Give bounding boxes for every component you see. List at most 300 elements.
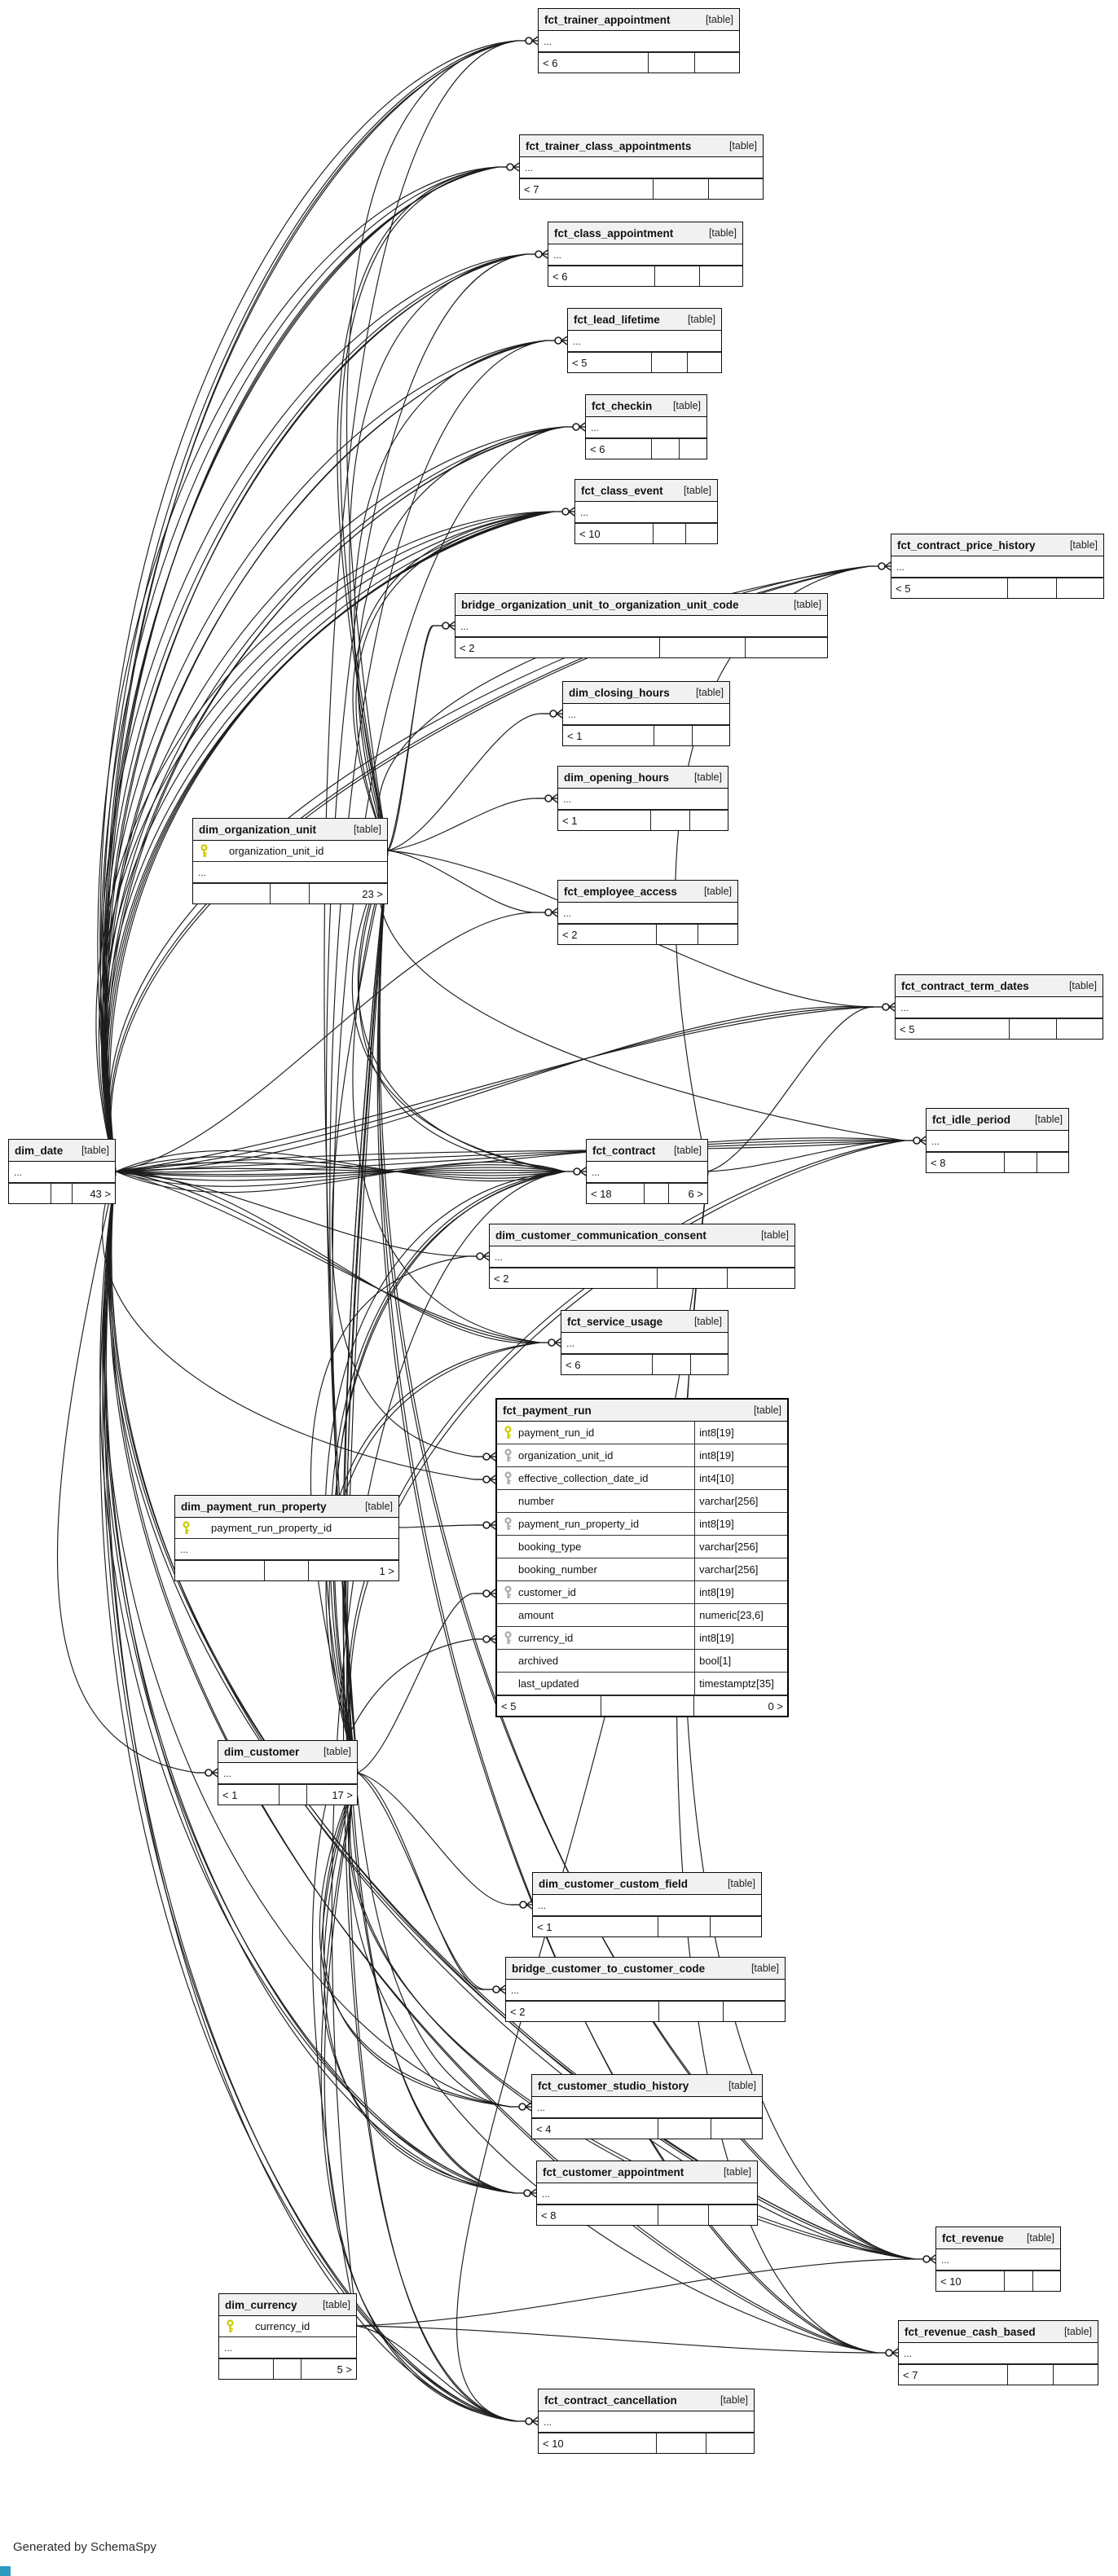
primary-key-row: [175, 1518, 398, 1539]
spacer-cell: [651, 811, 690, 830]
table-title[interactable]: [548, 222, 742, 244]
collapsed-columns-row: [558, 789, 728, 810]
spacer-cell: [654, 179, 710, 199]
outgoing-degree-cell: 17 >: [332, 1788, 353, 1801]
relationship-edge: [116, 1007, 874, 1172]
column-type: int8[19]: [694, 1513, 787, 1535]
incoming-degree-cell: < 8: [927, 1153, 1005, 1172]
relationship-edge: [116, 1141, 905, 1172]
column-name: last_updated: [518, 1677, 579, 1690]
column-row: [497, 1558, 787, 1581]
degree-footer-row: [506, 2001, 785, 2021]
table-type-badge: [table]: [693, 1316, 722, 1327]
incoming-degree-cell: < 1: [558, 811, 651, 830]
relationship-edge: [399, 1525, 474, 1528]
spacer-cell: [654, 726, 693, 745]
table-name[interactable]: fct_service_usage: [567, 1315, 663, 1328]
table-name[interactable]: fct_class_appointment: [554, 226, 674, 240]
outgoing-degree-cell: [711, 1917, 761, 1936]
degree-footer-row: [896, 1018, 1103, 1039]
table-title[interactable]: [9, 1140, 115, 1162]
column-type: int8[19]: [694, 1422, 787, 1444]
relationship-edge: [357, 2259, 914, 2326]
incoming-degree-cell: < 6: [548, 266, 655, 286]
table-title[interactable]: [520, 135, 763, 157]
crowfoot-connector: [565, 1167, 586, 1176]
ellipsis-text: ...: [904, 2347, 913, 2359]
degree-footer-row: [568, 352, 721, 372]
spacer-cell: [1005, 2271, 1033, 2291]
spacer-cell: [654, 524, 686, 543]
foreign-key-icon: [504, 1517, 513, 1531]
relationship-edge: [357, 2326, 517, 2421]
crowfoot-connector: [877, 2349, 898, 2357]
table-node-fct_lead_lifetime[interactable]: [567, 308, 722, 373]
outgoing-degree-cell: [686, 524, 717, 543]
table-name[interactable]: fct_contract_term_dates: [901, 979, 1029, 992]
column-type: int8[19]: [694, 1444, 787, 1466]
table-title[interactable]: [561, 1311, 728, 1333]
table-name[interactable]: fct_revenue_cash_based: [905, 2325, 1036, 2338]
foreign-key-icon: [504, 1585, 513, 1599]
table-title[interactable]: [497, 1400, 787, 1422]
table-name[interactable]: fct_trainer_class_appointments: [526, 139, 692, 152]
table-title[interactable]: [532, 2075, 762, 2097]
relationship-edge: [357, 2326, 877, 2353]
foreign-key-icon: [504, 1448, 513, 1462]
table-node-fct_revenue[interactable]: [935, 2227, 1061, 2292]
table-title[interactable]: [587, 1140, 707, 1162]
relationship-edge: [106, 167, 498, 1172]
table-node-fct_idle_period[interactable]: [926, 1108, 1069, 1173]
outgoing-degree-cell: [706, 2433, 754, 2453]
crowfoot-connector: [517, 2417, 538, 2425]
incoming-degree-cell: < 2: [456, 638, 660, 657]
outgoing-degree-cell: 6 >: [688, 1187, 703, 1200]
collapsed-columns-row: [586, 417, 706, 438]
incoming-degree-cell: [193, 884, 271, 903]
ellipsis-text: ...: [538, 1899, 547, 1911]
ellipsis-text: ...: [180, 1543, 189, 1555]
table-name[interactable]: dim_customer: [224, 1745, 300, 1758]
spacer-cell: [655, 266, 700, 286]
crowfoot-connector: [914, 2255, 935, 2263]
incoming-degree-cell: [175, 1561, 265, 1580]
relationship-edge: [346, 851, 520, 2421]
column-row: [497, 1444, 787, 1467]
table-title[interactable]: [927, 1109, 1068, 1131]
ellipsis-text: ...: [223, 1767, 232, 1779]
degree-footer-row: [532, 2118, 762, 2139]
spacer-cell: [653, 1355, 691, 1374]
table-type-badge: [table]: [1063, 2326, 1092, 2337]
table-name[interactable]: dim_customer_custom_field: [539, 1877, 689, 1890]
column-type: varchar[256]: [694, 1490, 787, 1512]
column-row: [497, 1581, 787, 1604]
table-title[interactable]: [891, 534, 1103, 556]
table-name[interactable]: fct_trainer_appointment: [544, 13, 671, 26]
table-title[interactable]: [899, 2321, 1098, 2343]
ellipsis-text: ...: [224, 2341, 233, 2354]
table-node-dim_closing_hours[interactable]: [562, 681, 730, 746]
crowfoot-connector: [474, 1475, 495, 1484]
table-type-badge: [table]: [353, 824, 381, 835]
column-name: organization_unit_id: [518, 1449, 614, 1462]
spacer-cell: [1008, 578, 1057, 598]
relationship-edge: [358, 1773, 484, 1989]
degree-footer-row: [539, 2433, 754, 2453]
table-node-dim_organization_unit[interactable]: [192, 818, 388, 904]
table-name[interactable]: bridge_organization_unit_to_organization_unit_code: [461, 598, 739, 611]
crowfoot-connector: [474, 1453, 495, 1461]
incoming-degree-cell: < 7: [899, 2365, 1008, 2385]
collapsed-columns-row: [558, 903, 737, 924]
crowfoot-connector: [526, 250, 548, 258]
relationship-edge: [100, 254, 526, 1172]
crowfoot-connector: [434, 622, 455, 630]
spacer-cell: [645, 1184, 669, 1203]
table-type-badge: [table]: [750, 1963, 779, 1974]
spacer-cell: [652, 353, 687, 372]
table-title[interactable]: [456, 594, 827, 616]
table-name[interactable]: bridge_customer_to_customer_code: [512, 1962, 706, 1975]
collapsed-columns-row: [539, 31, 739, 52]
table-type-badge: [table]: [673, 1145, 702, 1156]
table-node-fct_customer_studio_history[interactable]: [531, 2074, 763, 2139]
relationship-edge: [106, 427, 564, 1172]
collapsed-columns-row: [219, 2337, 356, 2358]
collapsed-columns-row: [456, 616, 827, 637]
ellipsis-text: ...: [580, 506, 589, 518]
spacer-cell: [265, 1561, 310, 1580]
table-name[interactable]: dim_organization_unit: [199, 823, 317, 836]
collapsed-columns-row: [927, 1131, 1068, 1152]
ellipsis-text: ...: [495, 1251, 504, 1263]
column-row: [497, 1673, 787, 1695]
column-name: booking_number: [518, 1563, 597, 1576]
table-title[interactable]: [563, 682, 729, 704]
degree-footer-row: [586, 438, 706, 459]
table-title[interactable]: [533, 1873, 761, 1895]
ellipsis-text: ...: [566, 1337, 575, 1349]
incoming-degree-cell: < 7: [520, 179, 654, 199]
table-title[interactable]: [218, 1741, 357, 1763]
table-title[interactable]: [575, 480, 717, 502]
crowfoot-connector: [510, 2103, 531, 2111]
degree-footer-row: [936, 2270, 1060, 2291]
table-name[interactable]: fct_contract_price_history: [897, 538, 1036, 552]
incoming-degree-cell: < 6: [561, 1355, 653, 1374]
table-node-dim_opening_hours[interactable]: [557, 766, 728, 831]
relationship-edge: [104, 427, 564, 1172]
table-node-fct_contract_price_history[interactable]: [891, 534, 1104, 599]
relationship-edge: [358, 1594, 474, 1773]
table-node-dim_currency[interactable]: [218, 2293, 357, 2380]
incoming-degree-cell: < 2: [490, 1268, 658, 1288]
table-title[interactable]: [490, 1224, 794, 1246]
crowfoot-connector: [869, 562, 891, 570]
crowfoot-connector: [468, 1252, 489, 1260]
table-name[interactable]: fct_customer_studio_history: [538, 2079, 689, 2092]
degree-footer-row: [520, 178, 763, 199]
table-title[interactable]: [936, 2227, 1060, 2249]
primary-key-icon: [200, 844, 209, 858]
primary-key-icon: [226, 2319, 235, 2333]
table-node-fct_contract[interactable]: [586, 1139, 708, 1204]
table-type-badge: [table]: [703, 886, 732, 897]
table-title[interactable]: [537, 2161, 757, 2183]
column-name: payment_run_id: [518, 1426, 595, 1439]
table-type-badge: [table]: [760, 1229, 789, 1241]
table-name[interactable]: fct_revenue: [942, 2231, 1004, 2244]
table-name[interactable]: fct_idle_period: [932, 1113, 1011, 1126]
table-type-badge: [table]: [81, 1145, 109, 1156]
relationship-edge: [101, 167, 498, 1172]
table-title[interactable]: [506, 1958, 785, 1980]
incoming-degree-cell: < 18: [587, 1184, 645, 1203]
degree-footer-row: [537, 2205, 757, 2225]
table-type-badge: [table]: [687, 314, 715, 325]
table-title[interactable]: [586, 395, 706, 417]
ellipsis-text: ...: [563, 793, 572, 805]
table-node-fct_service_usage[interactable]: [561, 1310, 728, 1375]
table-node-dim_customer[interactable]: [218, 1740, 358, 1805]
outgoing-degree-cell: [700, 266, 742, 286]
degree-footer-row: [533, 1916, 761, 1936]
outgoing-degree-cell: [1057, 1019, 1103, 1039]
ellipsis-text: ...: [573, 335, 582, 347]
outgoing-degree-cell: [698, 925, 737, 944]
incoming-degree-cell: [9, 1184, 51, 1203]
table-name[interactable]: dim_opening_hours: [564, 771, 670, 784]
table-name[interactable]: fct_contract_cancellation: [544, 2394, 677, 2407]
column-type: timestamptz[35]: [694, 1673, 787, 1695]
collapsed-columns-row: [9, 1162, 115, 1183]
crowfoot-connector: [474, 1635, 495, 1643]
column-row: [497, 1536, 787, 1558]
crowfoot-connector: [536, 794, 557, 802]
column-type: int8[19]: [694, 1627, 787, 1649]
crowfoot-connector: [498, 163, 519, 171]
table-title[interactable]: [219, 2294, 356, 2316]
column-name: organization_unit_id: [229, 845, 324, 857]
outgoing-degree-cell: [1037, 1153, 1068, 1172]
table-type-badge: [table]: [695, 687, 724, 698]
table-node-bridge_organization_unit_to_organization_unit_code[interactable]: [455, 593, 828, 658]
crowfoot-connector: [539, 1339, 561, 1347]
table-title[interactable]: [558, 881, 737, 903]
table-node-fct_revenue_cash_based[interactable]: [898, 2320, 1098, 2385]
column-name: customer_id: [518, 1586, 576, 1598]
table-name[interactable]: dim_customer_communication_consent: [495, 1229, 706, 1242]
page-corner-mark: [0, 2566, 11, 2576]
incoming-degree-cell: < 10: [575, 524, 654, 543]
degree-footer-row: [587, 1183, 707, 1203]
table-title[interactable]: [896, 975, 1103, 997]
degree-footer-row: [558, 810, 728, 830]
outgoing-degree-cell: [688, 353, 721, 372]
degree-footer-row: [891, 578, 1103, 598]
ellipsis-text: ...: [896, 560, 905, 573]
collapsed-columns-row: [563, 704, 729, 725]
relationship-edge: [116, 1006, 874, 1172]
crowfoot-connector: [541, 710, 562, 718]
outgoing-degree-cell: 23 >: [362, 887, 383, 900]
table-node-fct_trainer_appointment[interactable]: [538, 8, 740, 73]
table-title[interactable]: [539, 2389, 754, 2411]
outgoing-degree-cell: [690, 811, 728, 830]
table-node-fct_class_event[interactable]: [574, 479, 718, 544]
foreign-key-icon: [504, 1631, 513, 1645]
relationship-edge: [107, 254, 526, 1172]
primary-key-row: [193, 841, 387, 862]
outgoing-degree-cell: 5 >: [337, 2363, 352, 2376]
table-node-dim_payment_run_property[interactable]: [174, 1495, 399, 1581]
crowfoot-connector: [905, 1136, 926, 1145]
spacer-cell: [658, 2119, 711, 2139]
ellipsis-text: ...: [553, 248, 562, 261]
crowfoot-connector: [474, 1521, 495, 1529]
ellipsis-text: ...: [931, 1135, 940, 1147]
ellipsis-text: ...: [198, 866, 207, 878]
table-name[interactable]: dim_date: [15, 1144, 64, 1157]
relationship-edge: [116, 1141, 905, 1172]
collapsed-columns-row: [520, 157, 763, 178]
table-name[interactable]: fct_class_event: [581, 484, 663, 497]
ellipsis-text: ...: [900, 1001, 909, 1013]
outgoing-degree-cell: [693, 726, 729, 745]
relationship-edge: [116, 1172, 468, 1256]
degree-footer-row: [539, 52, 739, 73]
collapsed-columns-row: [891, 556, 1103, 578]
relationship-edge: [358, 1773, 511, 1905]
outgoing-degree-cell: [695, 53, 739, 73]
table-node-fct_customer_appointment[interactable]: [536, 2161, 758, 2226]
outgoing-degree-cell: [724, 2002, 785, 2021]
column-name: number: [518, 1495, 555, 1507]
table-type-badge: [table]: [708, 227, 737, 239]
table-name[interactable]: fct_employee_access: [564, 885, 677, 898]
degree-footer-row: [575, 523, 717, 543]
table-node-fct_employee_access[interactable]: [557, 880, 738, 945]
relationship-edge: [116, 1007, 874, 1172]
column-type: varchar[256]: [694, 1536, 787, 1558]
column-row: [497, 1467, 787, 1490]
incoming-degree-cell: < 5: [891, 578, 1008, 598]
table-node-fct_checkin[interactable]: [585, 394, 707, 459]
incoming-degree-cell: < 10: [539, 2433, 657, 2453]
table-node-dim_customer_communication_consent[interactable]: [489, 1224, 795, 1289]
table-type-badge: [table]: [1068, 980, 1097, 991]
ellipsis-text: ...: [563, 907, 572, 919]
crowfoot-connector: [515, 2189, 536, 2197]
ellipsis-text: ...: [460, 620, 469, 632]
crowfoot-connector: [484, 1985, 505, 1994]
incoming-degree-cell: < 4: [532, 2119, 658, 2139]
table-name[interactable]: dim_currency: [225, 2298, 297, 2311]
relationship-edge: [388, 798, 536, 851]
outgoing-degree-cell: [691, 1355, 728, 1374]
outgoing-degree-cell: [709, 179, 763, 199]
relationship-edge: [388, 851, 536, 912]
spacer-cell: [51, 1184, 73, 1203]
ellipsis-text: ...: [544, 35, 552, 47]
table-name[interactable]: fct_contract: [592, 1144, 656, 1157]
degree-footer-row: [563, 725, 729, 745]
table-type-badge: [table]: [693, 771, 722, 783]
table-type-badge: [table]: [727, 1878, 755, 1889]
incoming-degree-cell: < 6: [539, 53, 649, 73]
relationship-edge: [347, 41, 517, 851]
collapsed-columns-row: [533, 1895, 761, 1916]
spacer-cell: [649, 53, 695, 73]
crowfoot-connector: [536, 908, 557, 917]
relationship-edge: [349, 1773, 877, 2353]
table-node-fct_contract_cancellation[interactable]: [538, 2389, 755, 2454]
table-name[interactable]: fct_lead_lifetime: [574, 313, 660, 326]
table-name[interactable]: dim_payment_run_property: [181, 1500, 327, 1513]
table-title[interactable]: [193, 819, 387, 841]
collapsed-columns-row: [561, 1333, 728, 1354]
table-type-badge: [table]: [683, 485, 711, 496]
relationship-edge: [102, 427, 564, 1172]
table-node-fct_contract_term_dates[interactable]: [895, 974, 1103, 1040]
collapsed-columns-row: [936, 2249, 1060, 2270]
table-type-badge: [table]: [793, 599, 821, 610]
table-title[interactable]: [539, 9, 739, 31]
degree-footer-row: [490, 1268, 794, 1288]
collapsed-columns-row: [539, 2411, 754, 2433]
ellipsis-text: ...: [591, 421, 600, 433]
spacer-cell: [658, 2205, 709, 2225]
spacer-cell: [280, 1785, 307, 1805]
incoming-degree-cell: < 2: [506, 2002, 659, 2021]
incoming-degree-cell: < 1: [533, 1917, 658, 1936]
crowfoot-connector: [546, 336, 567, 345]
table-node-dim_customer_custom_field[interactable]: [532, 1872, 762, 1937]
table-title[interactable]: [175, 1496, 398, 1518]
table-name[interactable]: fct_payment_run: [503, 1404, 592, 1417]
table-node-bridge_customer_to_customer_code[interactable]: [505, 1957, 786, 2022]
table-node-fct_trainer_class_appointments[interactable]: [519, 134, 764, 200]
column-name: currency_id: [255, 2320, 310, 2332]
table-name[interactable]: dim_closing_hours: [569, 686, 670, 699]
outgoing-degree-cell: 43 >: [90, 1187, 111, 1200]
table-node-fct_class_appointment[interactable]: [548, 222, 743, 287]
table-title[interactable]: [558, 767, 728, 789]
degree-footer-row: [456, 637, 827, 657]
primary-key-row: [219, 2316, 356, 2337]
relationship-edge: [57, 1172, 196, 1773]
column-row: [497, 1490, 787, 1513]
table-node-fct_payment_run[interactable]: [495, 1398, 789, 1717]
ellipsis-text: ...: [525, 161, 534, 174]
primary-key-icon: [182, 1521, 191, 1535]
table-type-badge: [table]: [705, 14, 733, 25]
table-name[interactable]: fct_checkin: [592, 399, 653, 412]
table-node-dim_date[interactable]: [8, 1139, 116, 1204]
column-name: currency_id: [518, 1632, 574, 1644]
column-name: booking_type: [518, 1541, 582, 1553]
table-type-badge: [table]: [728, 2080, 756, 2091]
degree-footer-row: [899, 2364, 1098, 2385]
table-type-badge: [table]: [753, 1404, 781, 1416]
table-title[interactable]: [568, 309, 721, 331]
degree-footer-row: [927, 1152, 1068, 1172]
table-type-badge: [table]: [364, 1501, 393, 1512]
incoming-degree-cell: < 2: [558, 925, 657, 944]
table-name[interactable]: fct_customer_appointment: [543, 2165, 684, 2178]
